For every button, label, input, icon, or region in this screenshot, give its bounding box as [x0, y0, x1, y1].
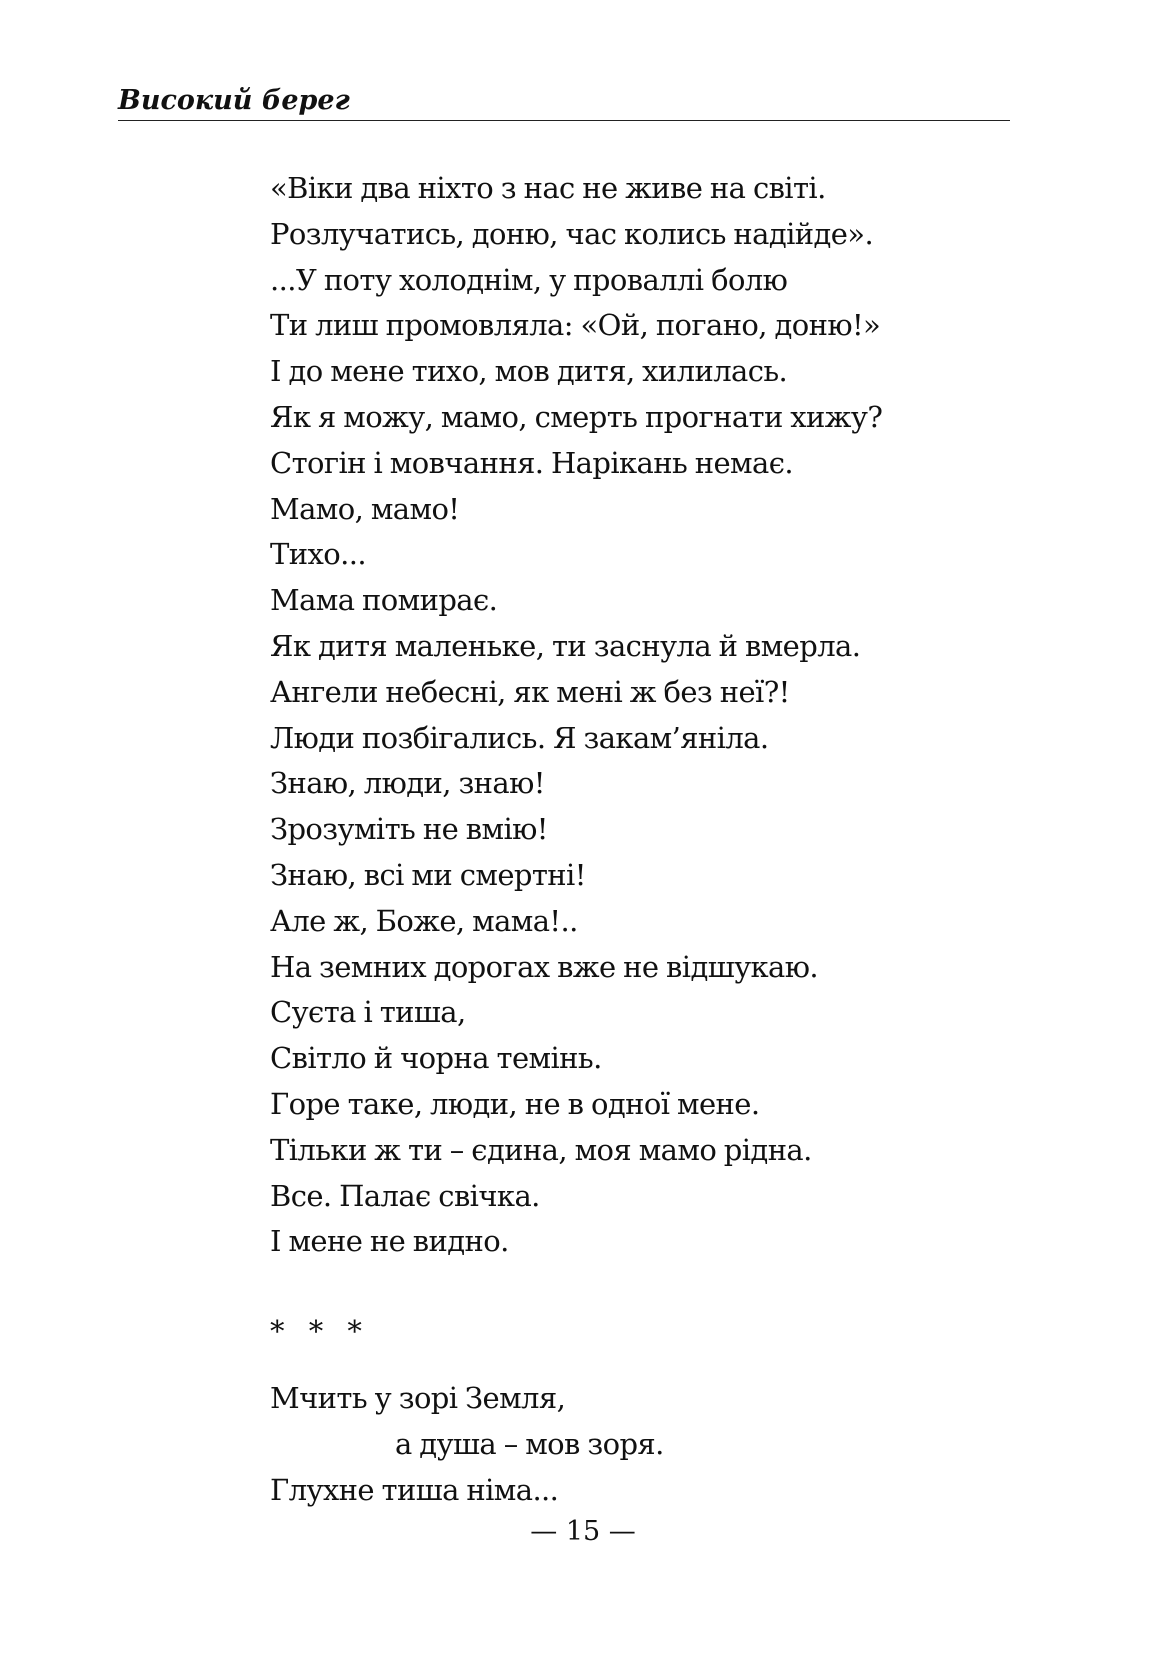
poem-line: Суєта і тиша,	[270, 995, 466, 1030]
poem-line: І мене не видно.	[270, 1224, 509, 1259]
poem-line: «Віки два ніхто з нас не живе на світі.	[270, 171, 826, 205]
poem-line: Знаю, всі ми смертні!	[270, 857, 586, 892]
header-rule	[118, 120, 1010, 121]
poem-line: Знаю, люди, знаю!	[270, 766, 545, 801]
poem-line: Мчить у зорі Земля,	[270, 1381, 566, 1416]
poem-line-indented: а душа – мов зоря.	[395, 1426, 664, 1461]
running-header: Високий берег	[118, 85, 350, 116]
section-separator: * * *	[270, 1314, 370, 1349]
poem-line: Як дитя маленьке, ти заснула й вмерла.	[270, 628, 861, 663]
poem-line: Тихо...	[270, 537, 366, 572]
poem-line: Зрозуміть не вмію!	[270, 812, 548, 847]
poem-line: Глухне тиша німа...	[270, 1472, 559, 1507]
poem-line: Світло й чорна темінь.	[270, 1041, 602, 1076]
poem-line: Мама помирає.	[270, 583, 498, 618]
poem-line: Тільки ж ти – єдина, моя мамо рідна.	[270, 1132, 812, 1167]
poem-line: ...У поту холоднім, у проваллі болю	[270, 262, 788, 297]
poem-line: Мамо, мамо!	[270, 491, 460, 526]
page-number: — 15 —	[530, 1516, 636, 1547]
poem-line: Ангели небесні, як мені ж без неї?!	[270, 674, 790, 709]
poem-line: Але ж, Боже, мама!..	[270, 903, 578, 938]
poem-line: Ти лиш промовляла: «Ой, погано, доню!»	[270, 308, 881, 343]
poem-line: Розлучатись, доню, час колись надійде».	[270, 216, 874, 251]
poem-line: На земних дорогах вже не відшукаю.	[270, 949, 819, 984]
poem-line: Все. Палає свічка.	[270, 1178, 540, 1213]
poem-body	[270, 166, 1050, 1514]
poem-line: Стогін і мовчання. Нарікань немає.	[270, 445, 793, 480]
poem-line: Горе таке, люди, не в одної мене.	[270, 1086, 760, 1121]
poem-line: І до мене тихо, мов дитя, хилилась.	[270, 354, 788, 389]
poem-line: Як я можу, мамо, смерть прогнати хижу?	[270, 399, 883, 434]
poem-line: Люди позбігались. Я закам’яніла.	[270, 720, 769, 755]
